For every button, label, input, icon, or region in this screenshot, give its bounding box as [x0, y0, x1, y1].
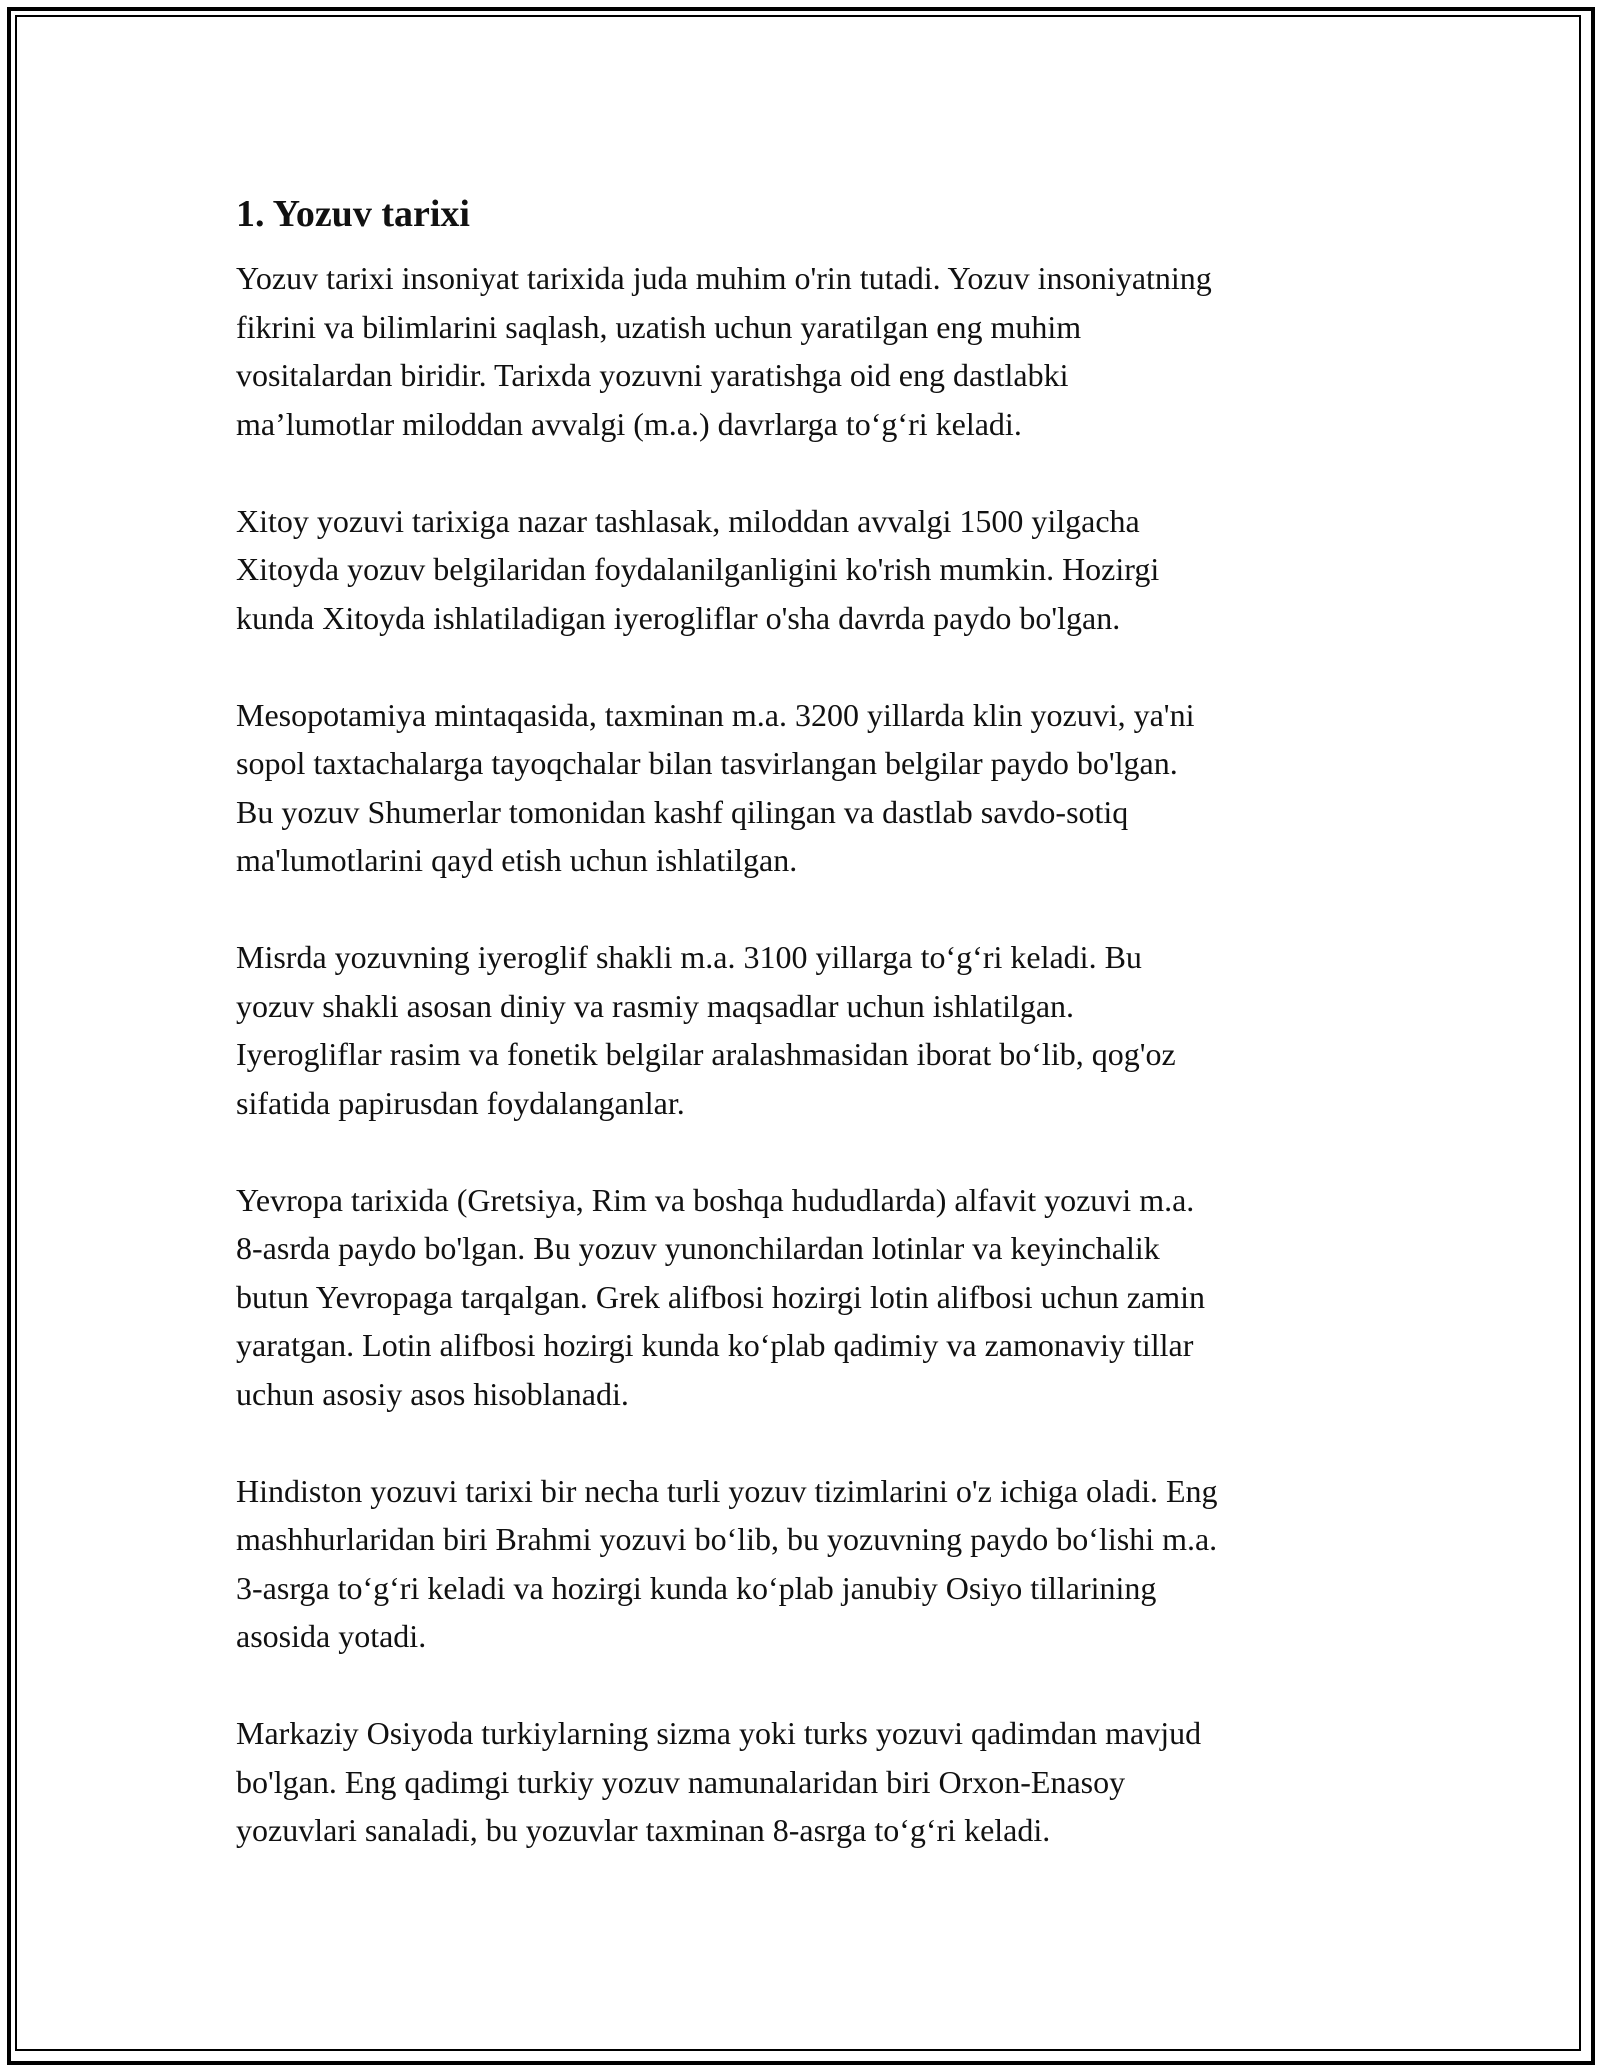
paragraph-6	[236, 1467, 1376, 1661]
document-body	[236, 188, 1376, 1903]
paragraph-line: uchun asosiy asos hisoblanadi.	[236, 1375, 629, 1412]
section-heading: 1. Yozuv tarixi	[236, 193, 470, 235]
paragraph-line: Mesopotamiya mintaqasida, taxminan m.a. 3200 yillarda klin yozuvi, ya'ni	[236, 696, 1195, 733]
paragraph-line: Iyerogliflar rasim va fonetik belgilar aralashmasidan iborat bo‘lib, qog'oz	[236, 1036, 1176, 1072]
paragraph-line: yozuv shakli asosan diniy va rasmiy maqsadlar uchun ishlatilgan.	[236, 987, 1075, 1024]
paragraph-line: Yozuv tarixi insoniyat tarixida juda muhim o'rin tutadi. Yozuv insoniyatning	[236, 260, 1212, 296]
paragraph-line: asosida yotadi.	[236, 1618, 427, 1654]
paragraph-line: 3-asrga to‘g‘ri keladi va hozirgi kunda ko‘plab janubiy Osiyo tillarining	[236, 1569, 1157, 1606]
paragraph-3	[236, 691, 1376, 885]
paragraph-5	[236, 1176, 1376, 1419]
paragraph-1	[236, 254, 1376, 448]
paragraph-2	[236, 497, 1376, 643]
paragraph-line: bo'lgan. Eng qadimgi turkiy yozuv namunalaridan biri Orxon-Enasoy	[236, 1763, 1126, 1800]
paragraph-line: mashhurlaridan biri Brahmi yozuvi bo‘lib, bu yozuvning paydo bo‘lishi m.a.	[236, 1521, 1218, 1557]
paragraph-line: butun Yevropaga tarqalgan. Grek alifbosi hozirgi lotin alifbosi uchun zamin	[236, 1278, 1205, 1315]
paragraph-line: sopol taxtachalarga tayoqchalar bilan tasvirlangan belgilar paydo bo'lgan.	[236, 745, 1178, 781]
paragraph-line: Xitoy yozuvi tarixiga nazar tashlasak, miloddan avvalgi 1500 yilgacha	[236, 502, 1140, 539]
paragraph-line: 8-asrda paydo bo'lgan. Bu yozuv yunonchilardan lotinlar va keyinchalik	[236, 1230, 1160, 1266]
paragraph-line: Bu yozuv Shumerlar tomonidan kashf qilingan va dastlab savdo-sotiq	[236, 793, 1129, 830]
paragraph-line: ma’lumotlar miloddan avvalgi (m.a.) davrlarga to‘g‘ri keladi.	[236, 405, 1022, 442]
paragraph-line: sifatida papirusdan foydalanganlar.	[236, 1084, 685, 1121]
paragraph-line: yozuvlari sanaladi, bu yozuvlar taxminan 8-asrga to‘g‘ri keladi.	[236, 1812, 1051, 1848]
paragraph-line: Yevropa tarixida (Gretsiya, Rim va boshqa hududlarda) alfavit yozuvi m.a.	[236, 1181, 1195, 1218]
paragraph-4	[236, 933, 1376, 1127]
paragraph-line: yaratgan. Lotin alifbosi hozirgi kunda ko‘plab qadimiy va zamonaviy tillar	[236, 1327, 1194, 1363]
paragraph-line: Xitoyda yozuv belgilaridan foydalanilganligini ko'rish mumkin. Hozirgi	[236, 551, 1160, 587]
paragraph-line: vositalardan biridir. Tarixda yozuvni yaratishga oid eng dastlabki	[236, 357, 1069, 393]
paragraph-line: Markaziy Osiyoda turkiylarning sizma yoki turks yozuvi qadimdan mavjud	[236, 1715, 1202, 1751]
paragraph-line: kunda Xitoyda ishlatiladigan iyerogliflar o'sha davrda paydo bo'lgan.	[236, 599, 1121, 636]
paragraph-line: fikrini va bilimlarini saqlash, uzatish uchun yaratilgan eng muhim	[236, 308, 1082, 345]
paragraph-line: Hindiston yozuvi tarixi bir necha turli yozuv tizimlarini o'z ichiga oladi. Eng	[236, 1472, 1218, 1509]
paragraph-line: ma'lumotlarini qayd etish uchun ishlatilgan.	[236, 842, 798, 878]
paragraph-7	[236, 1709, 1376, 1855]
paragraph-line: Misrda yozuvning iyeroglif shakli m.a. 3100 yillarga to‘g‘ri keladi. Bu	[236, 939, 1142, 975]
